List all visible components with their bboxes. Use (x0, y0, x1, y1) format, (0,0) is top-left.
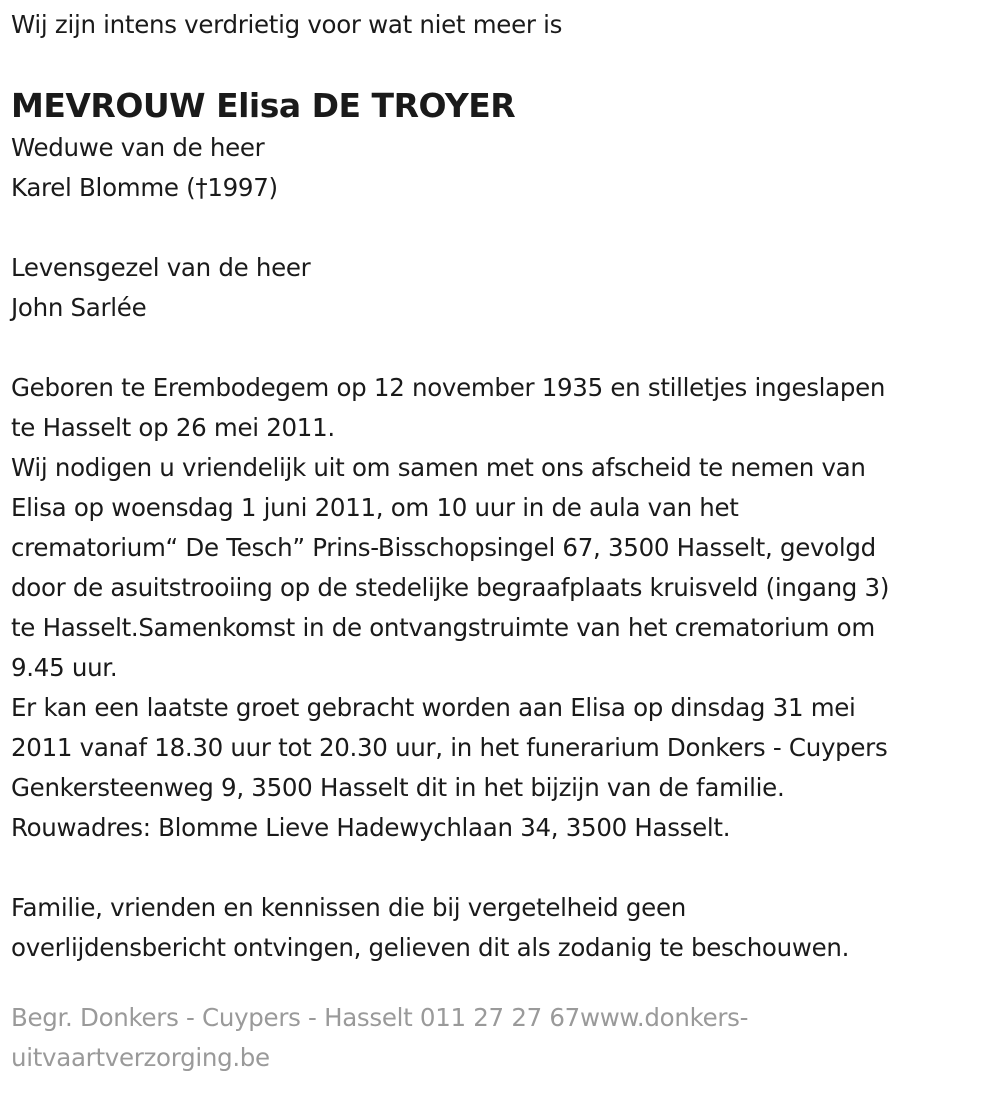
details-line: 9.45 uur. (11, 653, 118, 682)
funeral-director-website-line: uitvaartverzorging.be (11, 1043, 270, 1072)
spacer (11, 208, 996, 248)
details-line: Geboren te Erembodegem op 12 november 1935 en stilletjes ingeslapen (11, 373, 886, 402)
details-block (11, 368, 996, 848)
obituary-document (11, 0, 996, 1078)
late-husband-line: Karel Blomme (†1997) (11, 173, 278, 202)
details-line: Wij nodigen u vriendelijk uit om samen met ons afscheid te nemen van (11, 453, 866, 482)
details-line: 2011 vanaf 18.30 uur tot 20.30 uur, in het funerarium Donkers - Cuypers (11, 733, 888, 762)
deceased-name: MEVROUW Elisa DE TROYER (11, 86, 516, 125)
details-line: Elisa op woensdag 1 juni 2011, om 10 uur in de aula van het (11, 493, 739, 522)
details-line: te Hasselt.Samenkomst in de ontvangstruimte van het crematorium om (11, 613, 875, 642)
notice-line: Familie, vrienden en kennissen die bij vergetelheid geen (11, 893, 686, 922)
widow-block (11, 128, 996, 208)
details-line: crematorium“ De Tesch” Prins-Bisschopsingel 67, 3500 Hasselt, gevolgd (11, 533, 876, 562)
partner-name-line: John Sarlée (11, 293, 147, 322)
details-line: door de asuitstrooiing op de stedelijke begraafplaats kruisveld (ingang 3) (11, 573, 890, 602)
details-line: Er kan een laatste groet gebracht worden aan Elisa op dinsdag 31 mei (11, 693, 856, 722)
spacer (11, 328, 996, 368)
funeral-director-line: Begr. Donkers - Cuypers - Hasselt 011 27 27 67www.donkers- (11, 1003, 749, 1032)
intro-line: Wij zijn intens verdrietig voor wat niet meer is (11, 10, 563, 39)
partner-block (11, 248, 996, 328)
details-line: te Hasselt op 26 mei 2011. (11, 413, 335, 442)
notice-block (11, 888, 996, 968)
footer-block (11, 998, 996, 1078)
mourning-address-line: Rouwadres: Blomme Lieve Hadewychlaan 34, 3500 Hasselt. (11, 813, 731, 842)
notice-line: overlijdensbericht ontvingen, gelieven dit als zodanig te beschouwen. (11, 933, 850, 962)
partner-line: Levensgezel van de heer (11, 253, 311, 282)
widow-line: Weduwe van de heer (11, 133, 265, 162)
spacer (11, 848, 996, 888)
details-line: Genkersteenweg 9, 3500 Hasselt dit in het bijzijn van de familie. (11, 773, 785, 802)
